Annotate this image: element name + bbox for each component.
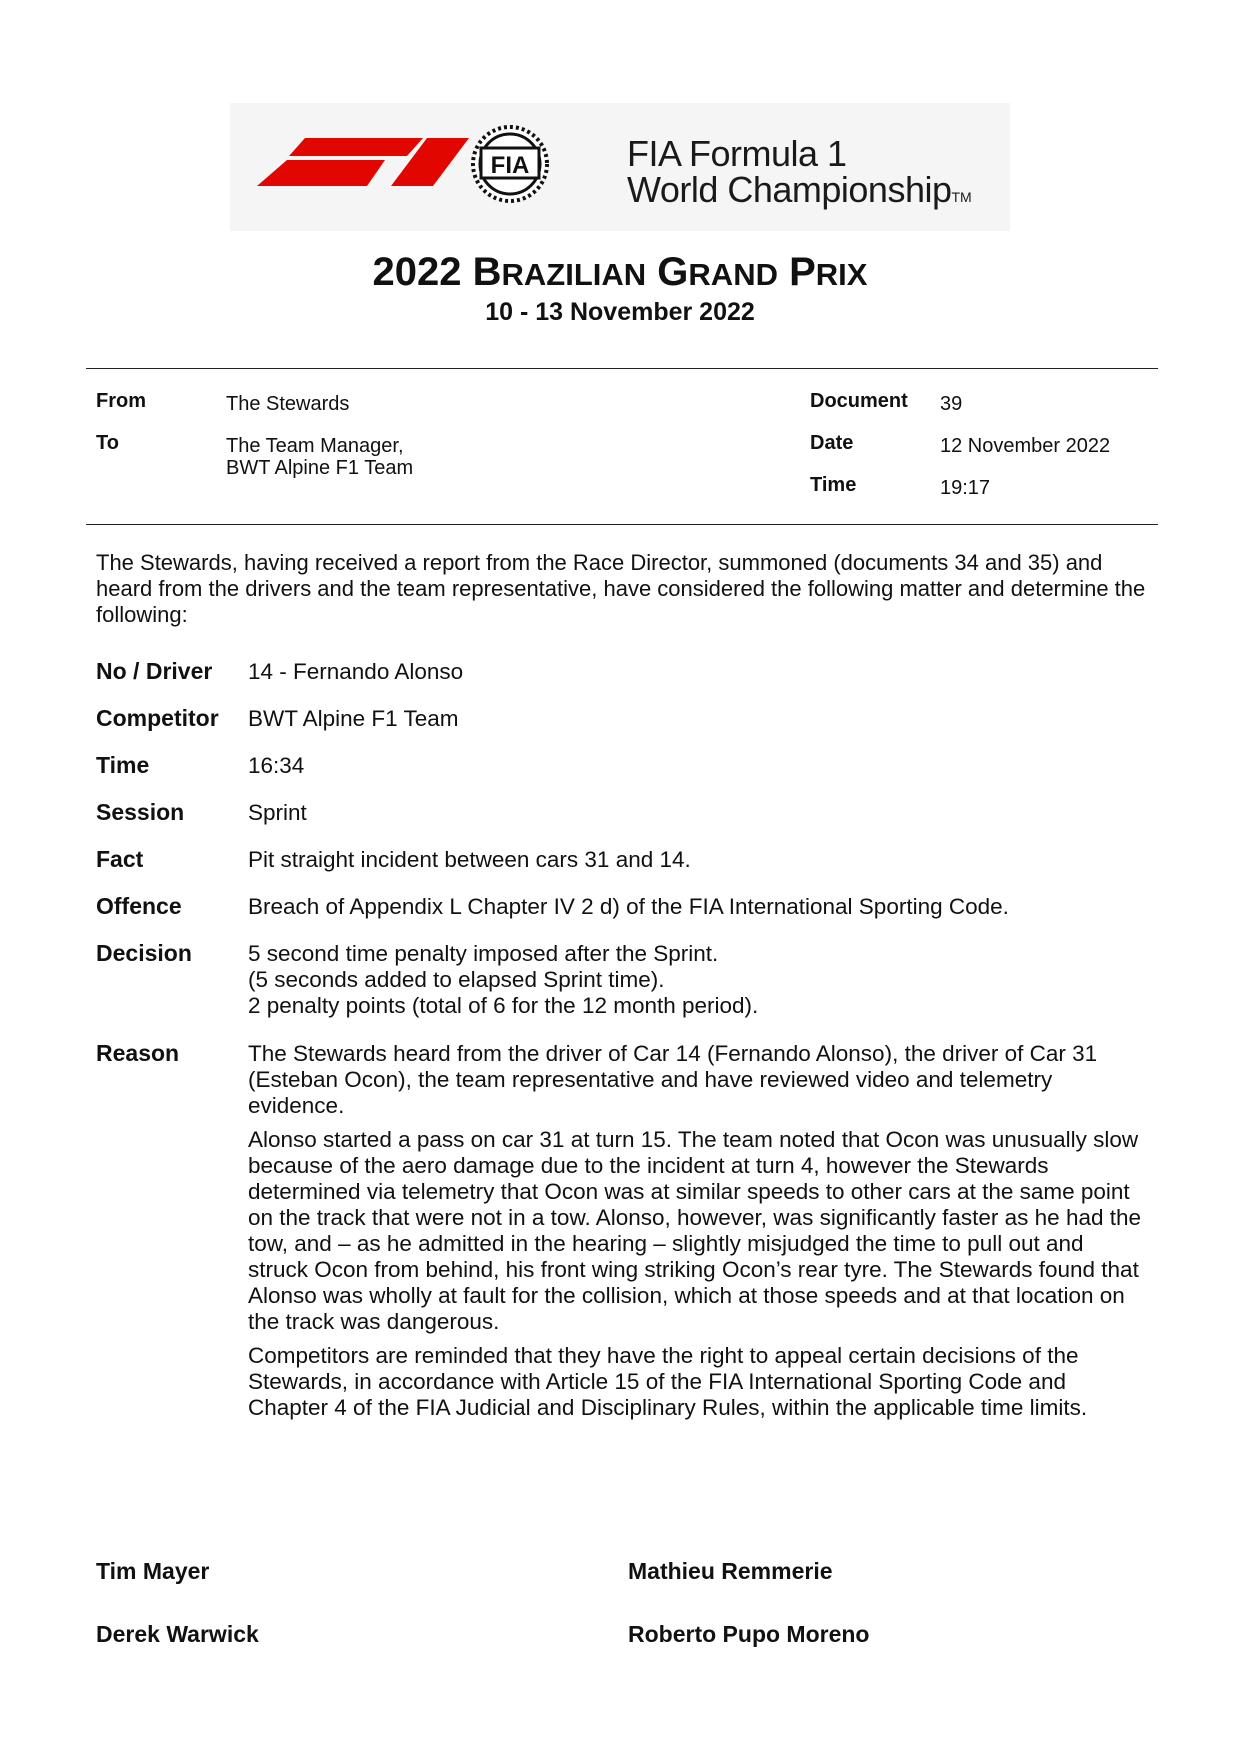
- wordmark-line1: FIA Formula 1: [627, 133, 847, 174]
- fia-badge-text: FIA: [490, 152, 530, 179]
- decision-line: 2 penalty points (total of 6 for the 12 month period).: [248, 993, 759, 1018]
- date-label: Date: [810, 432, 854, 454]
- driver-label: No / Driver: [96, 658, 213, 684]
- driver-value: 14 - Fernando Alonso: [248, 659, 464, 684]
- decision-label: Decision: [96, 940, 192, 966]
- document-number: 39: [940, 393, 963, 415]
- fia-championship-wordmark: [627, 133, 972, 215]
- wordmark-line2: World ChampionshipTM: [627, 169, 972, 210]
- date-value: 12 November 2022: [940, 435, 1111, 457]
- decision-line: (5 seconds added to elapsed Sprint time).: [248, 967, 665, 992]
- incident-time-label: Time: [96, 752, 150, 778]
- header-bottom-rule: [86, 524, 1158, 525]
- f1-fia-logo: [255, 118, 555, 218]
- fia-badge-icon: [473, 127, 547, 201]
- steward-signature: Roberto Pupo Moreno: [628, 1621, 870, 1647]
- document-label: Document: [810, 390, 908, 412]
- reason-paragraph: The Stewards heard from the driver of Car 14 (Fernando Alonso), the driver of Car 31 (Esteban Ocon), the team representative and have reviewed video and telemetry evidence.: [248, 1041, 1098, 1118]
- steward-signature: Derek Warwick: [96, 1621, 259, 1647]
- fact-label: Fact: [96, 846, 144, 872]
- decision-value: [248, 941, 1148, 1019]
- incident-time-value: 16:34: [248, 753, 305, 778]
- reason-label: Reason: [96, 1040, 180, 1066]
- session-value: Sprint: [248, 800, 307, 825]
- competitor-label: Competitor: [96, 705, 219, 731]
- fact-value: Pit straight incident between cars 31 and 14.: [248, 847, 691, 872]
- from-value: The Stewards: [226, 393, 350, 415]
- header-top-rule: [86, 368, 1158, 369]
- reason-paragraph: Competitors are reminded that they have the right to appeal certain decisions of the Stewards, in accordance with Article 15 of the FIA International Sporting Code and Chapter 4 of the FIA Judicial and Disciplinary Rules, within the applicable time limits.: [248, 1343, 1088, 1420]
- f1-logo-icon: [257, 138, 469, 186]
- reason-paragraph: Alonso started a pass on car 31 at turn 15. The team noted that Ocon was unusually slow because of the aero damage due to the incident at turn 4, however the Stewards determined via telemetry that Ocon was at similar speeds to other cars at the same point on the track that were not in a tow. Alonso, however, was significantly faster as he had the tow, and – as he admitted in the hearing – slightly misjudged the time to pull out and struck Ocon from behind, his front wing striking Ocon’s rear tyre. The Stewards found that Alonso was wholly at fault for the collision, which at those speeds and at that location on the track was dangerous.: [248, 1127, 1142, 1334]
- time-label: Time: [810, 474, 857, 496]
- reason-value: [248, 1041, 1148, 1429]
- competitor-value: BWT Alpine F1 Team: [248, 706, 459, 731]
- event-title: 2022 BRAZILIAN GRAND PRIX: [372, 250, 868, 294]
- offence-value: Breach of Appendix L Chapter IV 2 d) of the FIA International Sporting Code.: [248, 894, 1009, 919]
- offence-label: Offence: [96, 893, 182, 919]
- to-value: The Team Manager, BWT Alpine F1 Team: [226, 435, 414, 479]
- session-label: Session: [96, 799, 185, 825]
- event-dates: 10 - 13 November 2022: [485, 298, 755, 326]
- decision-line: 5 second time penalty imposed after the Sprint.: [248, 941, 719, 966]
- steward-signature: Mathieu Remmerie: [628, 1558, 833, 1584]
- intro-paragraph: The Stewards, having received a report from the Race Director, summoned (documents 34 and 35) and heard from the drivers and the team representative, have considered the following matter and determine the following:: [96, 550, 1146, 627]
- trademark: TM: [951, 189, 972, 205]
- steward-signature: Tim Mayer: [96, 1558, 210, 1584]
- time-value: 19:17: [940, 477, 991, 499]
- from-label: From: [96, 390, 146, 412]
- to-label: To: [96, 432, 119, 454]
